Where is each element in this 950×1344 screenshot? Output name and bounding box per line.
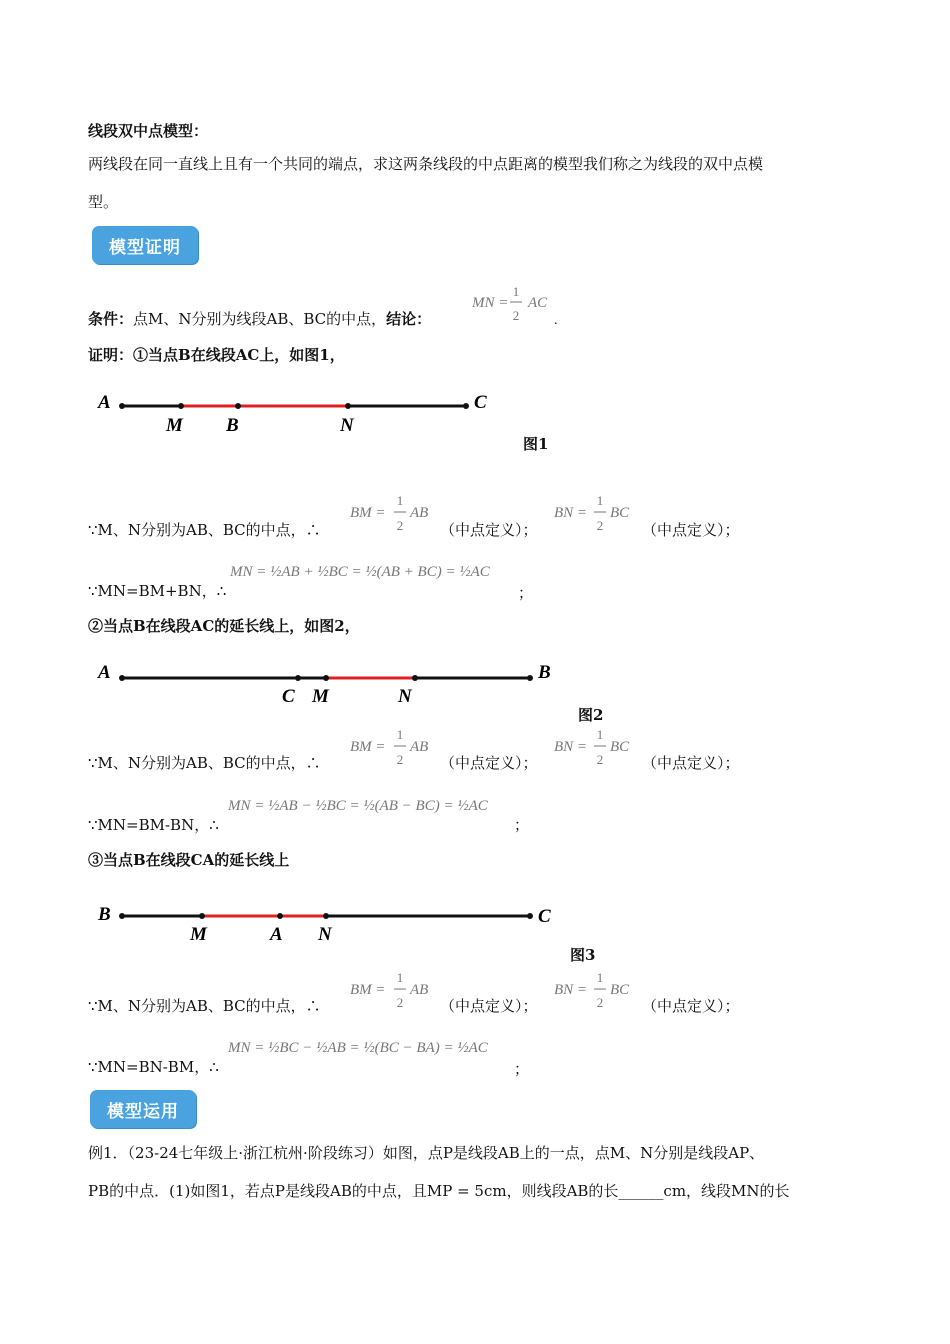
bm-lhs: BM = xyxy=(350,505,386,521)
bn-lhs: BN = xyxy=(554,982,588,998)
point-C xyxy=(295,675,301,681)
bn-lhs: BN = xyxy=(554,505,588,521)
point-N xyxy=(412,675,418,681)
point-M xyxy=(178,403,184,409)
point-B xyxy=(235,403,241,409)
badge-model-proof: 模型证明 xyxy=(92,226,198,264)
bm-num: 1 xyxy=(396,727,404,742)
case3-semicolon: ； xyxy=(514,1060,530,1078)
case3-bm-formula xyxy=(348,967,438,1012)
case1-because-sum: ∵MN=BM+BN，∴ xyxy=(88,582,227,600)
bm-den: 2 xyxy=(396,518,404,533)
label-N: N xyxy=(398,686,412,707)
figure-3-caption: 图3 xyxy=(570,946,596,964)
figure-1-caption: 图1 xyxy=(523,435,549,453)
bm-rhs: AB xyxy=(410,505,429,521)
case1-semicolon: ； xyxy=(518,584,534,602)
point-A xyxy=(277,913,283,919)
bn-rhs: BC xyxy=(610,505,630,521)
case1-def-2: （中点定义）； xyxy=(642,521,740,539)
point-M xyxy=(323,675,329,681)
figure-2 xyxy=(90,658,570,708)
case3-mn-formula: MN = ½BC − ½AB = ½(BC − BA) = ½AC xyxy=(228,1040,488,1056)
label-A: A xyxy=(98,662,111,683)
case1-mn-formula: MN = ½AB + ½BC = ½(AB + BC) = ½AC xyxy=(230,564,490,580)
case1-bm-formula xyxy=(348,490,438,535)
bn-rhs: BC xyxy=(610,982,630,998)
label-B: B xyxy=(226,415,239,436)
point-A xyxy=(119,403,125,409)
proof-case3: ③当点B在线段CA的延长线上 xyxy=(88,851,290,869)
proof-case2: ②当点B在线段AC的延长线上，如图2， xyxy=(88,617,360,635)
point-C xyxy=(527,913,533,919)
conclusion-formula xyxy=(470,282,565,327)
example-line2: PB的中点．(1)如图1，若点P是线段AB的中点，且MP = 5cm，则线段AB的长______cm，线段MN的长 xyxy=(88,1182,790,1200)
bn-num: 1 xyxy=(596,727,604,742)
label-N: N xyxy=(340,415,354,436)
case2-bm-formula xyxy=(348,724,438,769)
proof-case1 xyxy=(88,345,345,365)
label-B: B xyxy=(538,662,551,683)
case3-because-mid: ∵M、N分别为AB、BC的中点，∴ xyxy=(88,997,321,1015)
point-B xyxy=(527,675,533,681)
case2-because-mid: ∵M、N分别为AB、BC的中点，∴ xyxy=(88,754,321,772)
label-C: C xyxy=(474,392,487,413)
point-C xyxy=(463,403,469,409)
bn-num: 1 xyxy=(596,970,604,985)
label-M: M xyxy=(166,415,183,436)
label-A: A xyxy=(270,924,283,945)
condition-line xyxy=(88,309,431,329)
case3-def-1: （中点定义）； xyxy=(440,997,538,1015)
figure-3 xyxy=(90,898,570,948)
figure-2-caption: 图2 xyxy=(578,706,604,724)
formula-period: . xyxy=(554,313,558,327)
bn-den: 2 xyxy=(596,995,604,1010)
frac-den: 2 xyxy=(512,308,520,323)
bm-den: 2 xyxy=(396,995,404,1010)
case3-because-diff: ∵MN=BN-BM，∴ xyxy=(88,1058,219,1076)
case2-def-2: （中点定义）； xyxy=(642,754,740,772)
badge-model-apply: 模型运用 xyxy=(90,1090,196,1128)
case3-bn-formula xyxy=(552,967,642,1012)
bn-lhs: BN = xyxy=(554,739,588,755)
label-M: M xyxy=(190,924,207,945)
proof-label: 证明： xyxy=(88,346,134,364)
case1-text: ①当点B在线段AC上，如图1， xyxy=(133,346,345,364)
bn-rhs: BC xyxy=(610,739,630,755)
bn-den: 2 xyxy=(596,518,604,533)
case2-bn-formula xyxy=(552,724,642,769)
bm-lhs: BM = xyxy=(350,739,386,755)
model-description-line1: 两线段在同一直线上且有一个共同的端点，求这两条线段的中点距离的模型我们称之为线段的双中点模 xyxy=(88,155,764,173)
point-M xyxy=(199,913,205,919)
label-C: C xyxy=(282,686,295,707)
label-A: A xyxy=(98,392,111,413)
label-C: C xyxy=(538,906,551,927)
conclusion-label: 结论： xyxy=(386,310,432,328)
condition-text: 点M、N分别为线段AB、BC的中点， xyxy=(133,310,387,328)
label-N: N xyxy=(318,924,332,945)
bm-num: 1 xyxy=(396,970,404,985)
figure-1 xyxy=(90,386,510,436)
bn-den: 2 xyxy=(596,752,604,767)
condition-label: 条件： xyxy=(88,310,134,328)
bm-lhs: BM = xyxy=(350,982,386,998)
label-M: M xyxy=(312,686,329,707)
case2-because-diff: ∵MN=BM-BN，∴ xyxy=(88,816,219,834)
model-description-line2: 型。 xyxy=(88,193,119,211)
point-N xyxy=(345,403,351,409)
bn-num: 1 xyxy=(596,493,604,508)
case1-def-1: （中点定义）； xyxy=(440,521,538,539)
case2-semicolon: ； xyxy=(514,816,530,834)
case3-def-2: （中点定义）； xyxy=(642,997,740,1015)
formula-lhs: MN = xyxy=(472,295,509,311)
point-B xyxy=(119,913,125,919)
bm-num: 1 xyxy=(396,493,404,508)
bm-rhs: AB xyxy=(410,982,429,998)
frac-num: 1 xyxy=(512,284,520,299)
point-N xyxy=(323,913,329,919)
case2-def-1: （中点定义）； xyxy=(440,754,538,772)
bm-rhs: AB xyxy=(410,739,429,755)
point-A xyxy=(119,675,125,681)
label-B: B xyxy=(98,904,111,925)
model-heading: 线段双中点模型： xyxy=(88,122,209,140)
example-line1: 例1．（23-24七年级上·浙江杭州·阶段练习）如图，点P是线段AB上的一点，点M、N分别是线段AP、 xyxy=(88,1144,765,1162)
case1-bn-formula xyxy=(552,490,642,535)
formula-rhs: AC xyxy=(528,295,548,311)
bm-den: 2 xyxy=(396,752,404,767)
case2-mn-formula: MN = ½AB − ½BC = ½(AB − BC) = ½AC xyxy=(228,798,488,814)
case1-because-mid: ∵M、N分别为AB、BC的中点，∴ xyxy=(88,521,321,539)
